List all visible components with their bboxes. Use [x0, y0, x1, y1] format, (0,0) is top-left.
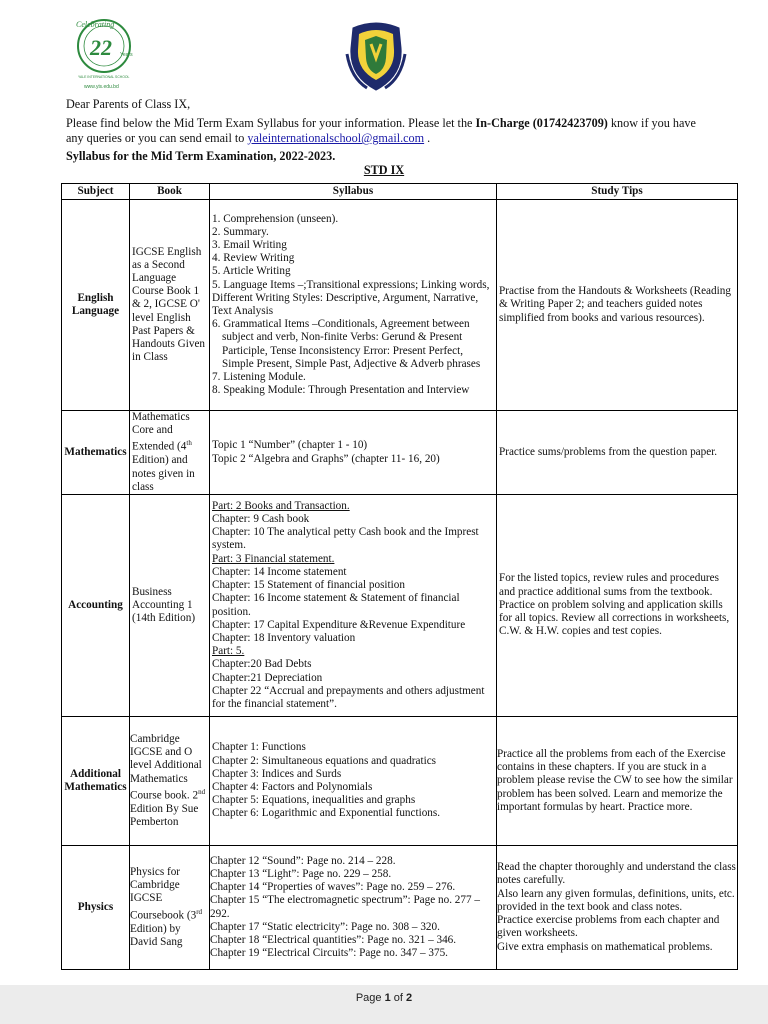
syllabus-line: Chapter 22 “Accrual and prepayments and others adjustment for the financial statement”. — [212, 684, 485, 710]
logo-school-text: YALE INTERNATIONAL SCHOOL — [78, 75, 130, 79]
book-cell: IGCSE English as a Second Language Course Book 1 & 2, IGCSE O' level English Past Papers & Handouts Given in Class — [130, 200, 210, 411]
syllabus-cell: 1. Comprehension (unseen). 2. Summary. 3. Email Writing 4. Review Writing 5. Article Writing 5. Language Items –;Transitional expressions; Linking words, Different Writing Styles: Descriptive, Argument, Narrative, Text Analysis 6. Grammatical Items –Conditionals, Agreement between subject and verb, Non-finite Verbs: Gerund & Present Participle, Tense Inconsistency Error: Present Perfect, Simple Present, Simple Past, Adjective & Adverb phrases 7. Listening Module. 8. Speaking Module: Through Presentation and Interview — [210, 200, 497, 411]
table-row — [62, 495, 738, 717]
page-word: Page — [355, 992, 382, 1004]
intro-text-2: know if you have any queries or you can send email to — [66, 116, 696, 145]
letter-body — [66, 97, 716, 167]
book-cell: Mathematics Core and Extended (4th Edition) and notes given in class — [130, 411, 210, 495]
syllabus-cell: Topic 1 “Number” (chapter 1 - 10) Topic 2 “Algebra and Graphs” (chapter 11- 16, 20) — [210, 411, 497, 495]
intro-text: Please find below the Mid Term Exam Syllabus for your information. Please let the — [66, 116, 476, 130]
tips-cell: Practice sums/problems from the question paper. — [497, 411, 738, 495]
syllabus-cell — [210, 495, 497, 717]
syllabus-table — [61, 183, 738, 970]
in-charge-contact: In-Charge (01742423709) — [475, 116, 608, 130]
total-pages: 2 — [406, 992, 413, 1004]
class-heading: STD IX — [363, 163, 405, 177]
header-study-tips: Study Tips — [497, 184, 738, 200]
syllabus-title: Syllabus for the Mid Term Examination, 2022-2023. — [66, 149, 336, 163]
email-link[interactable]: yaleinternationalschool@gmail.com — [247, 131, 425, 145]
page-footer — [0, 992, 768, 1004]
syllabus-cell: Chapter 12 “Sound”: Page no. 214 – 228. Chapter 13 “Light”: Page no. 229 – 258. Chapter 14 “Properties of waves”: Page no. 259 – 276. Chapter 15 “The electromagnetic spectrum”: Page no. 277 – 292. Chapter 17 “Static electricity”: Page no. 308 – 320. Chapter 18 “Electrical quantities”: Page no. 321 – 346. Chapter 19 “Electrical Circuits”: Page no. 347 – 375. — [210, 846, 497, 970]
tips-cell: Practice all the problems from each of the Exercise contains in these chapters. If you are stuck in a problem please revise the CW to see how the similar problem has been solved. Learn and memorize the important formulas by heart. Practice more. — [497, 717, 738, 846]
logo-number-text: 22 — [90, 35, 112, 60]
book-cell: Physics for Cambridge IGCSE Coursebook (3rd Edition) by David Sang — [130, 846, 210, 970]
subject-cell: Physics — [62, 846, 130, 970]
current-page: 1 — [384, 992, 391, 1004]
header-syllabus: Syllabus — [210, 184, 497, 200]
table-row — [62, 717, 738, 846]
header-subject: Subject — [62, 184, 130, 200]
intro-end: . — [424, 131, 431, 145]
syllabus-line: Chapter: 17 Capital Expenditure &Revenue Expenditure — [212, 618, 466, 631]
syllabus-part-heading: Part: 5. — [212, 645, 245, 658]
header-book: Book — [130, 184, 210, 200]
syllabus-cell: Chapter 1: Functions Chapter 2: Simultaneous equations and quadratics Chapter 3: Indices and Surds Chapter 4: Factors and Polynomials Chapter 5: Equations, inequalities and graphs Chapter 6: Logarithmic and Exponential functions. — [210, 717, 497, 846]
syllabus-line: Chapter: 14 Income statement — [212, 565, 347, 578]
syllabus-line: Chapter: 9 Cash book — [212, 513, 310, 526]
book-cell: Cambridge IGCSE and O level Additional Mathematics Course book. 2nd Edition By Sue Pemberton — [130, 717, 210, 846]
greeting: Dear Parents of Class IX, — [66, 97, 191, 111]
table-header-row — [62, 184, 738, 200]
syllabus-line: Chapter: 15 Statement of financial position — [212, 579, 405, 592]
subject-cell: Additional Mathematics — [62, 717, 130, 846]
syllabus-line: Chapter: 10 The analytical petty Cash book and the Imprest system. — [212, 526, 479, 552]
syllabus-part-heading: Part: 2 Books and Transaction. — [212, 499, 350, 512]
table-row — [62, 846, 738, 970]
logo-web-text: www.yis.edu.bd — [84, 84, 119, 90]
syllabus-line: Chapter:20 Bad Debts — [212, 658, 312, 671]
intro-paragraph — [66, 116, 716, 146]
subject-cell: Accounting — [62, 495, 130, 717]
school-anniversary-logo — [70, 14, 140, 94]
book-cell: Business Accounting 1 (14th Edition) — [130, 495, 210, 717]
tips-cell: Read the chapter thoroughly and understand the class notes carefully. Also learn any given formulas, definitions, units, etc. provided in the text book and class notes. Practice exercise problems from each chapter and given worksheets. Give extra emphasis on mathematical problems. — [497, 846, 738, 970]
syllabus-part-heading: Part: 3 Financial statement. — [212, 552, 335, 565]
syllabus-line: Chapter: 16 Income statement & Statement of financial position. — [212, 592, 460, 618]
of-word: of — [393, 992, 403, 1004]
table-row — [62, 411, 738, 495]
table-row — [62, 200, 738, 411]
tips-cell: For the listed topics, review rules and procedures and practice additional sums from the textbook. Practice on problem solving and application skills for all topics. Review all corrections in worksheets, C.W. & H.W. copies and test copies. — [497, 495, 738, 717]
school-crest-logo — [345, 18, 407, 94]
subject-cell: English Language — [62, 200, 130, 411]
tips-cell: Practise from the Handouts & Worksheets (Reading & Writing Paper 2; and teachers guided notes simplified from books and various resources). — [497, 200, 738, 411]
subject-cell: Mathematics — [62, 411, 130, 495]
logo-celebrating-text: Celebrating — [76, 20, 115, 29]
logo-years-text: Years — [120, 52, 133, 58]
syllabus-line: Chapter: 18 Inventory valuation — [212, 631, 356, 644]
syllabus-line: Chapter:21 Depreciation — [212, 671, 323, 684]
